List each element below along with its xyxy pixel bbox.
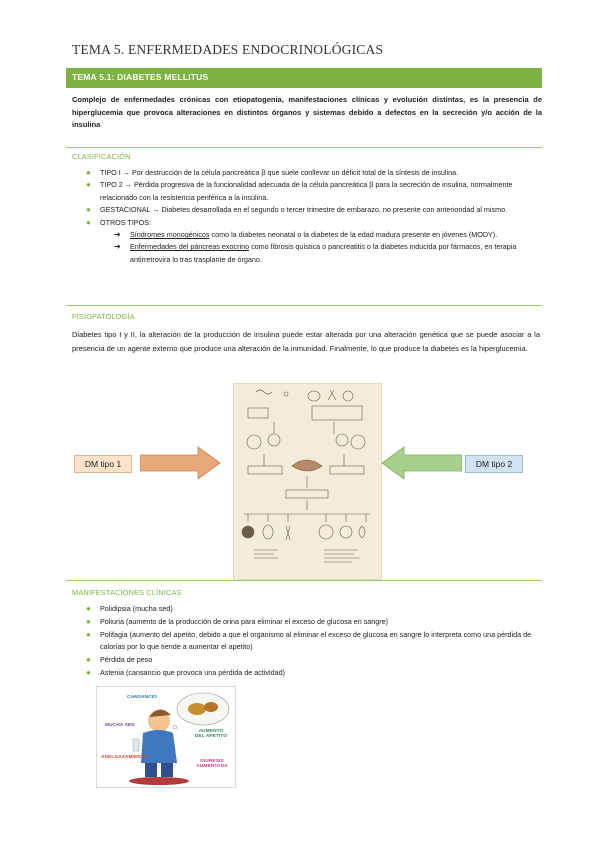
divider [66, 305, 542, 306]
page-title: TEMA 5. ENFERMEDADES ENDOCRINOLÓGICAS [72, 42, 384, 57]
pathophysiology-diagram [233, 383, 382, 580]
manifestaciones-list [72, 603, 540, 680]
symptoms-illustration [96, 686, 236, 788]
arrow-right-icon [140, 446, 222, 480]
banner-text: TEMA 5.1: DIABETES MELLITUS [72, 72, 209, 82]
arrow-left-icon [380, 446, 462, 480]
list-item [72, 603, 540, 616]
list-item [72, 616, 540, 629]
dm-tipo-2-label: DM tipo 2 [465, 455, 523, 473]
list-item [72, 217, 540, 229]
adelgazamiento-label: ADELGAZAMIENTO [101, 755, 148, 760]
apetito-label: AUMENTO DEL APETITO [194, 729, 228, 739]
diuresis-label: DIURESIS AUMENTADA [196, 759, 228, 769]
list-item [72, 667, 540, 680]
bullet-icon: ● [86, 217, 91, 227]
sub-list-item [72, 229, 540, 241]
list-item-text: TIPO I → Por destrucción de la célula pancreática β que suele conllevar un déficit total de la síntesis de insulina. [100, 168, 459, 177]
mucha-sed-label: MUCHA SED [105, 723, 135, 728]
bullet-icon: ● [86, 655, 91, 665]
clasificacion-heading: CLASIFICACIÓN [72, 152, 131, 161]
manifestaciones-heading: MANIFESTACIONES CLÍNICAS [72, 588, 182, 597]
intro-paragraph: Complejo de enfermedades crónicas con etiopatogenia, manifestaciones clínicas y evolución distintas, es la presencia de hiperglucemia que provoca alteraciones en distintos órganos y sistemas debido a defectos en la secreción y/o acción de la insulina [72, 95, 542, 129]
clasificacion-list [72, 167, 540, 266]
divider [66, 147, 542, 148]
dm-tipo-1-label: DM tipo 1 [74, 455, 132, 473]
arrow-right-icon: ➔ [114, 230, 121, 240]
bullet-icon: ● [86, 616, 91, 626]
divider [66, 580, 542, 581]
cansancio-label: CANSANCIO [127, 695, 157, 700]
sub-item-link: Síndromes monogénicos [130, 230, 210, 240]
bullet-icon: ● [86, 168, 91, 177]
diagram-illustration [234, 384, 381, 579]
list-item [72, 179, 540, 204]
sub-item-text: como la diabetes neonatal o la diabetes de la edad madura presente en jóvenes (MODY). [209, 230, 498, 240]
bullet-icon: ● [86, 629, 91, 639]
sub-item-link: Enfermedades del páncreas exocrino [130, 242, 250, 252]
arrow-right-icon: ➔ [114, 242, 121, 252]
list-item-text: Polidipsia (mucha sed) [100, 604, 173, 613]
bullet-icon: ● [86, 180, 91, 190]
list-item-text: GESTACIONAL → Diabetes desarrollada en el segundo o tercer trimestre de embarazo, no presente con anterioridad al mismo. [100, 205, 508, 215]
list-item-text: Pérdida de peso [100, 655, 153, 665]
bullet-icon: ● [86, 205, 91, 215]
list-item-text: Astenia (cansancio que provoca una pérdida de actividad) [100, 667, 285, 677]
bullet-icon: ● [86, 604, 91, 613]
list-item-text: Polifagia (aumento del apetito, debido a que el organismo al eliminar el exceso de glucosa en sangre lo interpreta como una pérdida de calorías por lo que tiende a aumentar el apetito) [100, 629, 532, 652]
bullet-icon: ● [86, 667, 91, 677]
list-item-text: Poliuria (aumento de la producción de orina para eliminar el exceso de glucosa en sangre) [100, 616, 389, 626]
list-item-text: OTROS TIPOS: [100, 217, 151, 227]
list-item [72, 167, 540, 179]
section-banner [66, 68, 542, 88]
list-item [72, 204, 540, 216]
list-item-text: TIPO 2 → Pérdida progresiva de la funcionalidad adecuada de la célula pancreática β para la secreción de insulina, normalmente relacionado con la resistencia periférica a la insulina. [100, 180, 513, 202]
sub-item-text: como fibrosis quística o pancreatitis o la diabetes inducida por fármacos, en terapia antirretrovira lo tras trasplante de órgano. [130, 242, 517, 264]
list-item [72, 629, 540, 655]
fisiopatologia-paragraph: Diabetes tipo I y II, la alteración de la producción de insulina puede estar alterada por una alteración genética que se puede asociar a la presencia de un agente externo que produce una alteración de la inmunidad. Finalmente, lo que produce la diabetes es la hiperglucemia. [72, 330, 540, 353]
list-item [72, 654, 540, 667]
sub-list-item [72, 241, 540, 266]
fisiopatologia-heading: FISIOPATOLOGÍA [72, 312, 135, 321]
